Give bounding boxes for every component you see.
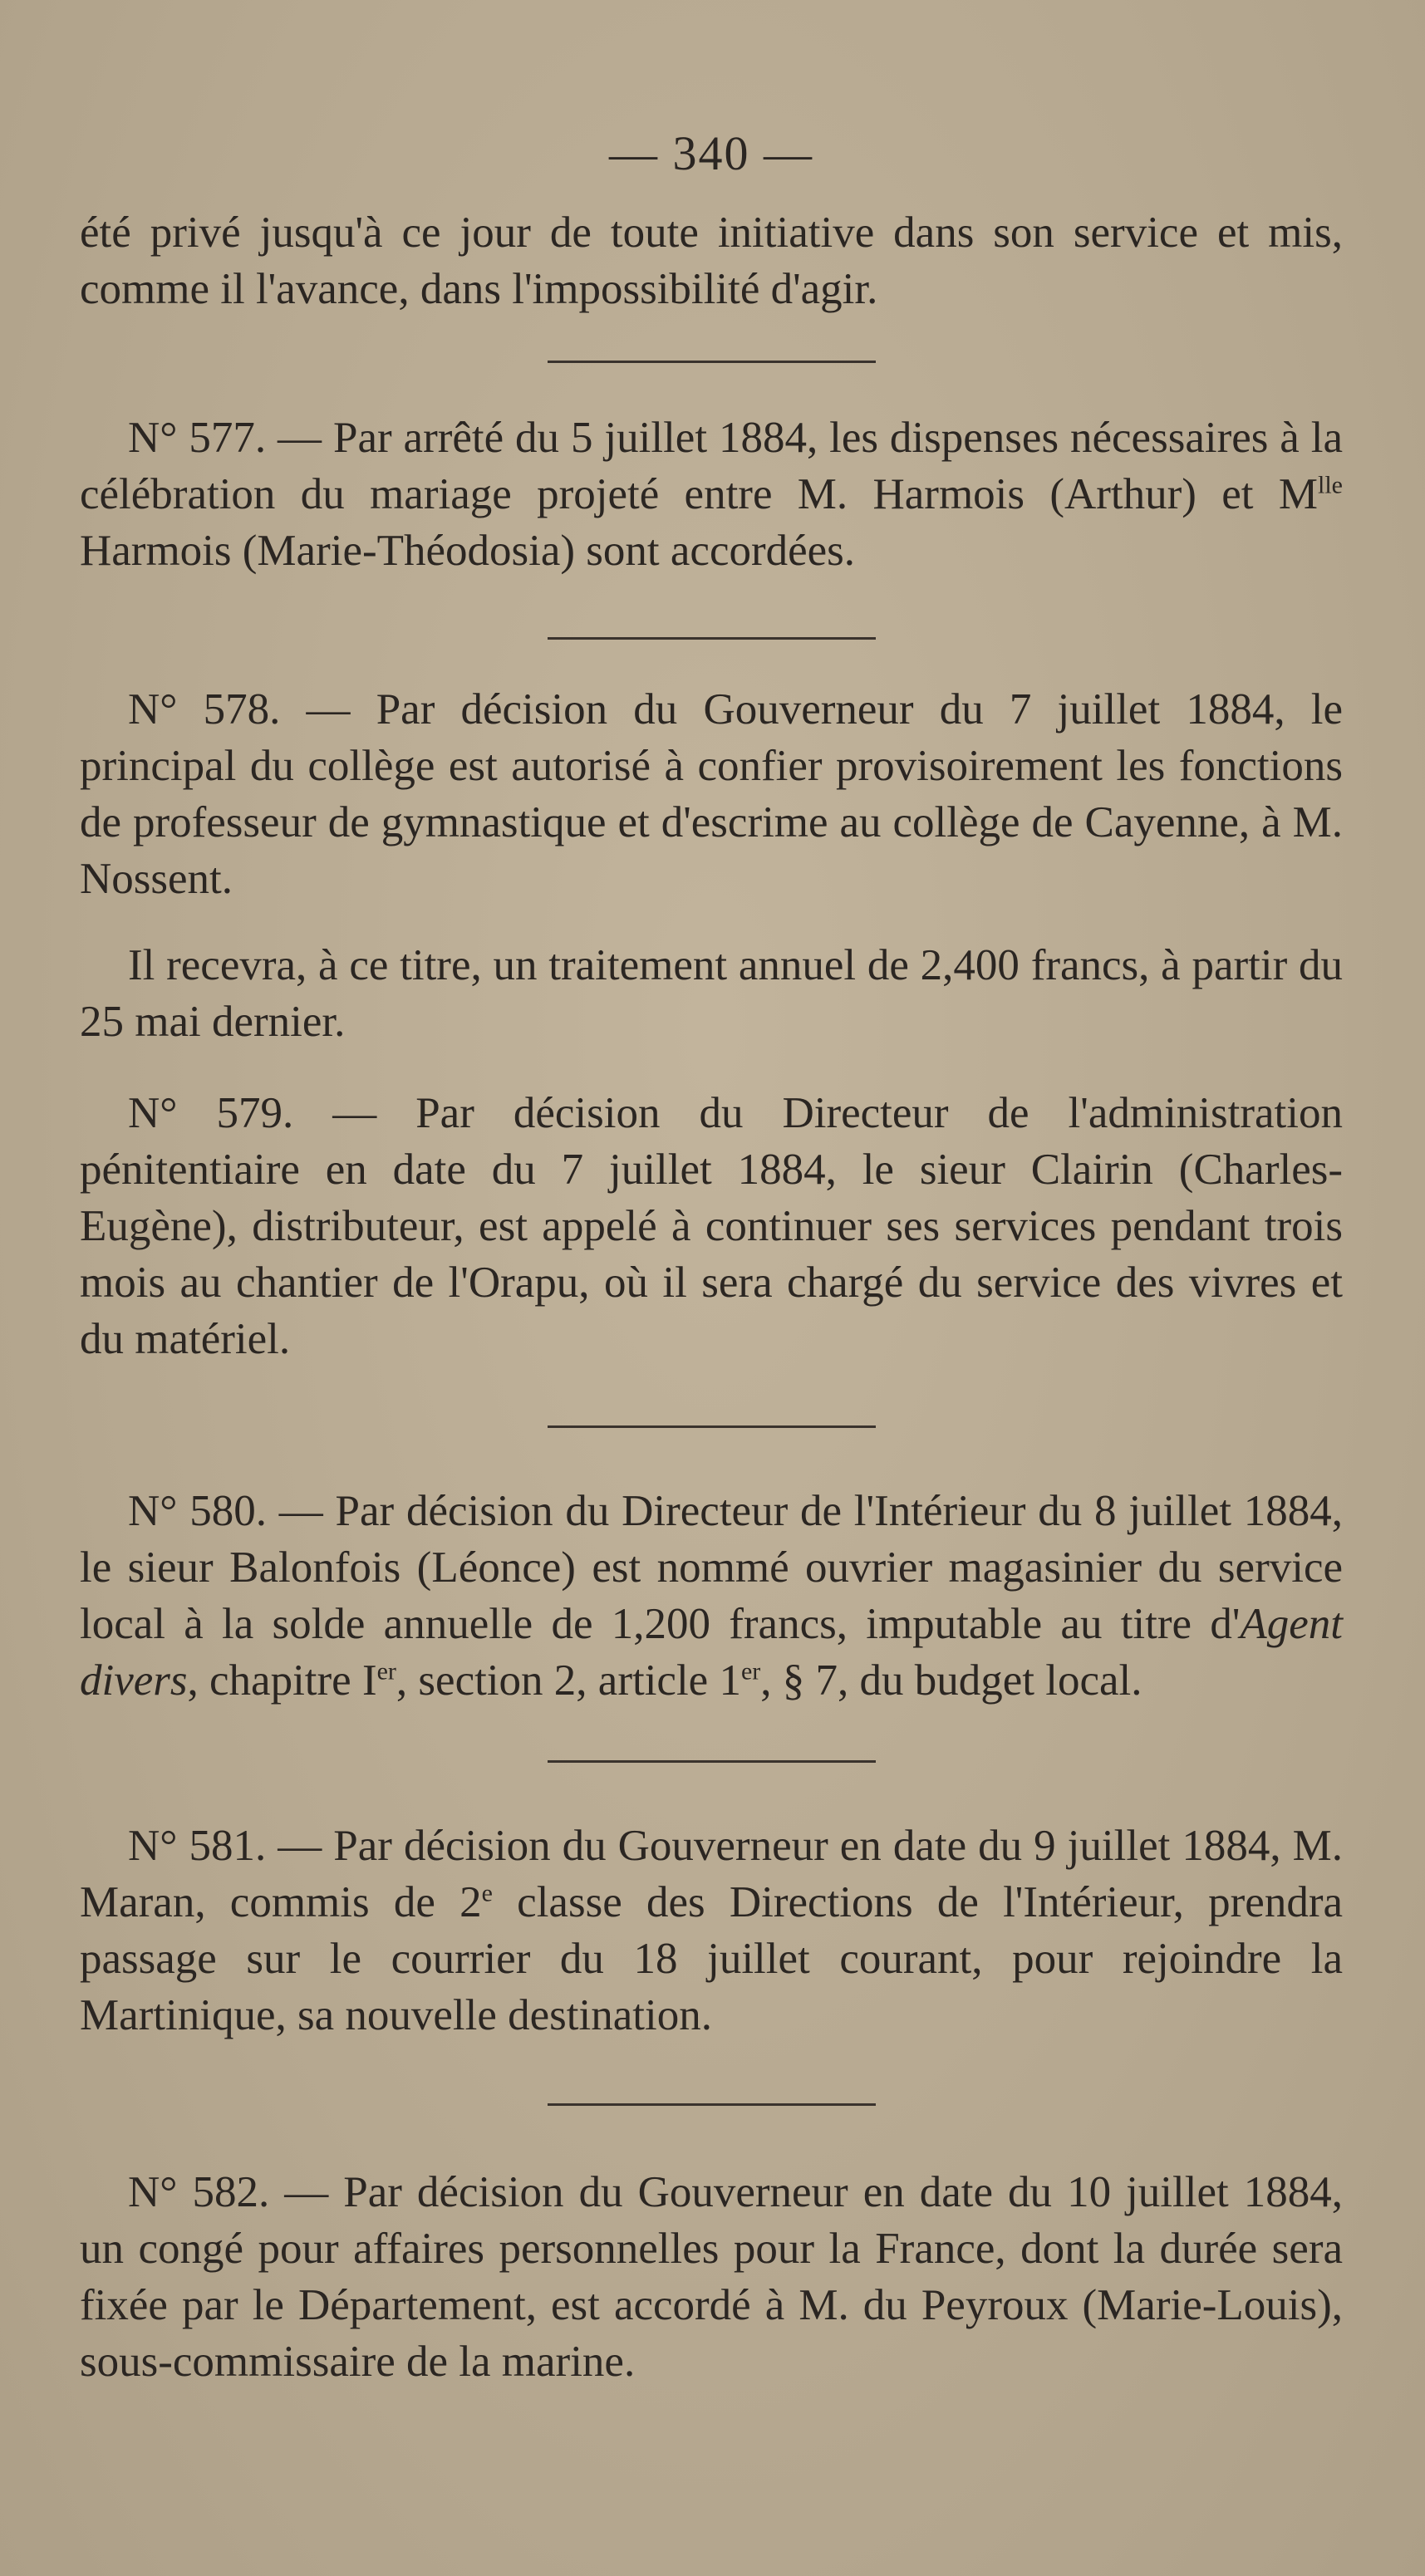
separator-rule xyxy=(548,637,876,640)
paragraph-580-italic: Agent divers xyxy=(80,1600,1343,1705)
separator-rule xyxy=(548,2103,876,2106)
paragraph-577-text-end: Harmois (Marie-Théodosia) sont accordées. xyxy=(80,527,856,575)
separator-rule xyxy=(548,361,876,363)
paragraph-580-part3: , section 2, article 1 xyxy=(396,1656,741,1705)
paragraph-580 xyxy=(80,1483,1343,1709)
paragraph-581-sup: e xyxy=(481,1879,493,1907)
separator-rule xyxy=(548,1760,876,1763)
paragraph-580-sup2: er xyxy=(740,1657,761,1685)
paragraph-577-sup: lle xyxy=(1318,471,1343,499)
paragraph-581-part2: classe des Directions de l'Intérieur, prendra passage sur le courrier du 18 juillet courant, pour rejoindre la Martinique, sa nouvelle destination. xyxy=(80,1878,1343,2039)
paragraph-579: N° 579. — Par décision du Directeur de l'administration pénitentiaire en date du 7 juillet 1884, le sieur Clairin (Charles-Eugène), distributeur, est appelé à continuer ses services pendant trois mois au chantier de l'Orapu, où il sera chargé du service des vivres et du matériel. xyxy=(80,1089,1343,1363)
paragraph-582: N° 582. — Par décision du Gouverneur en date du 10 juillet 1884, un congé pour affaires personnelles pour la France, dont la durée sera fixée par le Département, est accordé à M. du Peyroux (Marie-Louis), sous-commissaire de la marine. xyxy=(80,2168,1343,2386)
paragraph-580-part1: N° 580. — Par décision du Directeur de l'Intérieur du 8 juillet 1884, le sieur Balonfois (Léonce) est nommé ouvrier magasinier du service local à la solde annuelle de 1,200 francs, imputable au titre d' xyxy=(80,1487,1343,1648)
paragraph-581 xyxy=(80,1818,1343,2044)
paragraph-580-part4: , § 7, du budget local. xyxy=(760,1656,1142,1705)
separator-rule xyxy=(548,1425,876,1428)
paragraph-580-part2: , chapitre I xyxy=(187,1656,377,1705)
paragraph-581-part1: N° 581. — Par décision du Gouverneur en date du 9 juillet 1884, M. Maran, commis de 2 xyxy=(80,1822,1343,1926)
paragraph-580-sup1: er xyxy=(376,1657,396,1685)
document-page xyxy=(80,125,1343,2390)
paragraph-577 xyxy=(80,410,1343,579)
paragraph-intro: été privé jusqu'à ce jour de toute initiative dans son service et mis, comme il l'avance, dans l'impossibilité d'agir. xyxy=(80,209,1343,313)
paragraph-gap xyxy=(80,907,1343,937)
paragraph-577-text: N° 577. — Par arrêté du 5 juillet 1884, les dispenses nécessaires à la célébration du mariage projeté entre M. Harmois (Arthur) et M xyxy=(80,414,1343,518)
paragraph-578-continued: Il recevra, à ce titre, un traitement annuel de 2,400 francs, à partir du 25 mai dernier. xyxy=(80,941,1343,1046)
page-number: — 340 — xyxy=(609,126,813,180)
paragraph-578: N° 578. — Par décision du Gouverneur du 7 juillet 1884, le principal du collège est autorisé à confier provisoirement les fonctions de professeur de gymnastique et d'escrime au collège de Cayenne, à M. Nossent. xyxy=(80,685,1343,903)
paragraph-gap xyxy=(80,1050,1343,1085)
